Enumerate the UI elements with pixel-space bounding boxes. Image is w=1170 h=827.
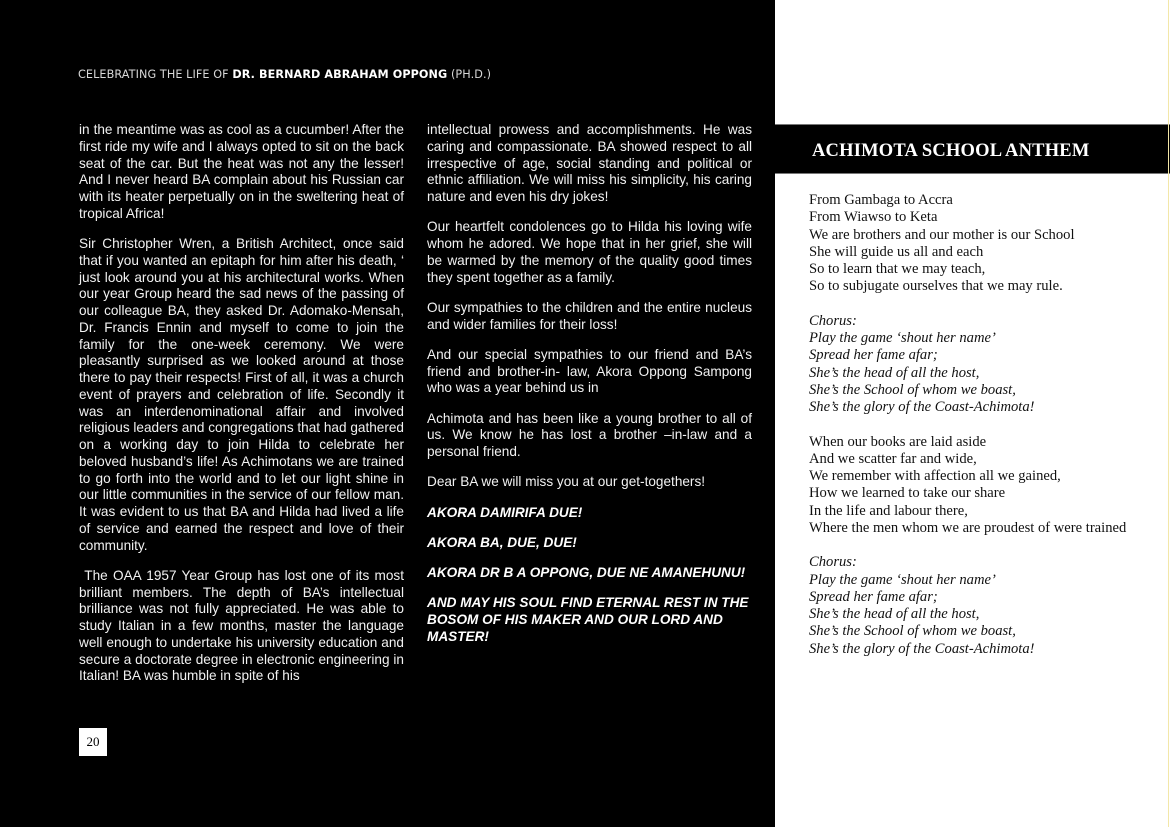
lyric-line: And we scatter far and wide, <box>809 450 977 467</box>
right-page <box>775 0 1170 827</box>
lyric-line: Spread her fame afar; <box>809 588 938 605</box>
page-number: 20 <box>79 728 107 756</box>
paragraph: The OAA 1957 Year Group has lost one of its most brilliant members. The depth of BA’s intellectual brilliance was not fully appreciated. He was able to study Italian in a few months, master the language well enough to undertake his university education and secure a doctorate degree in electronic engineering in Italian! BA was humble in spite of his <box>79 567 404 684</box>
anthem-chorus-1 <box>809 313 1159 417</box>
anthem-title-band <box>775 124 1170 174</box>
paragraph: Sir Christopher Wren, a British Architect, once said that if you wanted an epitaph for him after his death, ‘ just look around you at his architectural works. When our year Group heard the sad news of the passing of our colleague BA, they asked Dr. Adomako-Mensah, Dr. Francis Ennin and myself to come to join the family for the one-week ceremony. We were pleasantly surprised as we looked around at those there to pay their respects! First of all, it was a church event of prayers and celebration of life. Secondly it was an interdenominational affair and involved religious leaders and congregations that had gathered on a working day to join Hilda to celebrate her beloved husband’s life! As Achimotans we are trained to go forth into the world and to let our light shine in our little communities in the service of our fellow man. It was evident to us that BA and Hilda had lived a life of service and earned the respect and love of their community. <box>79 236 404 553</box>
anthem-verse-2 <box>809 434 1159 538</box>
lyric-line: Chorus: <box>809 312 857 329</box>
lyric-line: How we learned to take our share <box>809 485 1006 502</box>
paragraph: in the meantime was as cool as a cucumber! After the first ride my wife and I always opted to sit on the back seat of the car. But the heat was not any the lesser! And I never heard BA complain about his Russian car with its heater perpetually on in the sweltering heat of tropical Africa! <box>79 122 404 221</box>
text-column-2 <box>427 122 752 659</box>
paragraph: Achimota and has been like a young brother to all of us. We know he has lost a brother –in-law and a personal friend. <box>427 410 752 459</box>
lyric-line: Where the men whom we are proudest of were trained <box>809 519 1127 536</box>
lyric-line: She’s the School of whom we boast, <box>809 623 1016 640</box>
header-prefix: CELEBRATING THE LIFE OF <box>78 68 233 81</box>
anthem-lyrics <box>809 192 1159 675</box>
tribute-exclamation: AND MAY HIS SOUL FIND ETERNAL REST IN THE BOSOM OF HIS MAKER AND OUR LORD AND MASTER! <box>427 595 749 644</box>
lyric-line: Play the game ‘shout her name’ <box>809 330 996 346</box>
tribute-exclamation: AKORA BA, DUE, DUE! <box>427 534 577 550</box>
lyric-line: She’s the head of all the host, <box>809 606 980 622</box>
lyric-line: We remember with affection all we gained, <box>809 468 1061 484</box>
header-suffix: (PH.D.) <box>447 68 492 81</box>
running-header <box>78 68 491 81</box>
paragraph: And our special sympathies to our friend and BA’s friend and brother-in- law, Akora Oppong Sampong who was a year behind us in <box>427 346 752 396</box>
lyric-line: We are brothers and our mother is our School <box>809 226 1075 243</box>
lyric-line: She will guide us all and each <box>809 243 984 260</box>
lyric-line: Spread her fame afar; <box>809 347 938 364</box>
paragraph: Dear BA we will miss you at our get-togethers! <box>427 474 706 490</box>
lyric-line: In the life and labour there, <box>809 502 968 519</box>
lyric-line: So to learn that we may teach, <box>809 261 986 277</box>
page-edge-line <box>1168 0 1169 827</box>
paragraph: Our sympathies to the children and the entire nucleus and wider families for their loss! <box>427 299 752 332</box>
text-column-1 <box>79 122 404 699</box>
header-honoree-name: DR. BERNARD ABRAHAM OPPONG <box>232 68 448 81</box>
lyric-line: She’s the glory of the Coast-Achimota! <box>809 399 1035 415</box>
lyric-line: From Wiawso to Keta <box>809 209 938 226</box>
tribute-exclamation: AKORA DAMIRIFA DUE! <box>427 504 583 520</box>
lyric-line: When our books are laid aside <box>809 433 987 450</box>
lyric-line: From Gambaga to Accra <box>809 192 953 208</box>
lyric-line: So to subjugate ourselves that we may rule. <box>809 278 1063 295</box>
anthem-title: ACHIMOTA SCHOOL ANTHEM <box>812 141 1090 161</box>
paragraph: intellectual prowess and accomplishments. He was caring and compassionate. BA showed respect to all irrespective of age, social standing and political or ethnic affiliation. We will miss his simplicity, his caring nature and even his dry jokes! <box>427 122 752 204</box>
tribute-exclamation: AKORA DR B A OPPONG, DUE NE AMANEHUNU! <box>427 565 746 580</box>
lyric-line: She’s the head of all the host, <box>809 364 980 381</box>
lyric-line: She’s the glory of the Coast-Achimota! <box>809 640 1035 657</box>
lyric-line: Play the game ‘shout her name’ <box>809 571 996 588</box>
paragraph: Our heartfelt condolences go to Hilda his loving wife whom he adored. We hope that in her grief, she will be warmed by the memory of the quality good times they spent together as a family. <box>427 219 752 285</box>
anthem-verse-1 <box>809 192 1159 296</box>
anthem-chorus-2 <box>809 554 1159 658</box>
lyric-line: Chorus: <box>809 554 857 571</box>
lyric-line: She’s the School of whom we boast, <box>809 381 1016 398</box>
